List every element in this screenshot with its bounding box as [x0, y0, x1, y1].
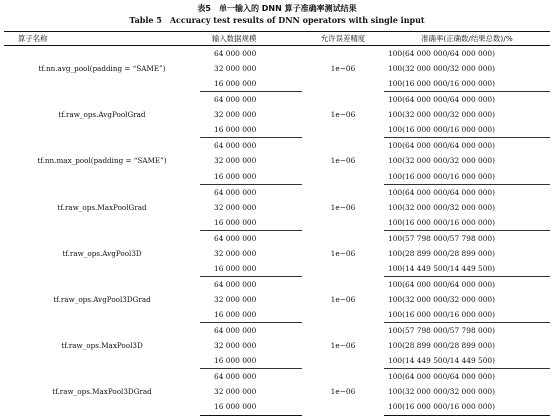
header-operator-name: 算子名称	[4, 32, 200, 46]
accuracy-cell: 100(32 000 000/32 000 000)	[388, 156, 495, 166]
input-size-cell: 32 000 000	[214, 202, 257, 212]
tolerance-cell: 1e−06	[330, 202, 356, 212]
table-row	[4, 323, 550, 339]
accuracy-cell: 100(32 000 000/32 000 000)	[388, 295, 495, 305]
input-size-cell: 32 000 000	[214, 295, 257, 305]
accuracy-cell: 100(16 000 000/16 000 000)	[384, 76, 550, 92]
accuracy-cell: 100(64 000 000/64 000 000)	[388, 141, 495, 151]
table-row	[4, 184, 550, 200]
input-size-cell: 32 000 000	[214, 110, 257, 120]
header-accuracy: 准确率(正确数/结果总数)/%	[384, 32, 550, 46]
input-size-cell: 16 000 000	[200, 215, 302, 231]
table-row	[4, 369, 550, 385]
accuracy-cell: 100(16 000 000/16 000 000)	[384, 307, 550, 323]
tolerance-cell: 1e−06	[330, 387, 356, 397]
table-caption-zh: 表5 单一输入的 DNN 算子准确率测试结果	[197, 4, 357, 13]
input-size-cell: 64 000 000	[214, 233, 257, 243]
header-tolerance: 允许误差精度	[302, 32, 384, 46]
input-size-cell: 32 000 000	[214, 156, 257, 166]
accuracy-cell: 100(32 000 000/32 000 000)	[388, 64, 495, 74]
accuracy-cell: 100(32 000 000/32 000 000)	[388, 387, 495, 397]
table-row	[4, 276, 550, 292]
accuracy-cell: 100(64 000 000/64 000 000)	[388, 49, 495, 59]
accuracy-cell: 100(32 000 000/32 000 000)	[388, 202, 495, 212]
accuracy-cell: 100(32 000 000/32 000 000)	[388, 110, 495, 120]
accuracy-cell: 100(64 000 000/64 000 000)	[388, 95, 495, 105]
accuracy-cell: 100(64 000 000/64 000 000)	[388, 187, 495, 197]
table-row	[4, 46, 550, 62]
operator-name-cell: tf.raw_ops.MaxPool3D	[61, 341, 143, 351]
operator-name-cell: tf.nn.avg_pool(padding = “SAME”)	[38, 64, 166, 74]
input-size-cell: 64 000 000	[214, 141, 257, 151]
table-header-row	[4, 32, 550, 46]
input-size-cell: 16 000 000	[200, 122, 302, 138]
accuracy-cell: 100(16 000 000/16 000 000)	[384, 169, 550, 185]
operator-name-cell: tf.raw_ops.AvgPool3DGrad	[53, 295, 151, 305]
accuracy-cell: 100(64 000 000/64 000 000)	[388, 279, 495, 289]
input-size-cell: 32 000 000	[214, 341, 257, 351]
accuracy-cell: 100(57 798 000/57 798 000)	[388, 326, 495, 336]
accuracy-cell: 100(28 899 000/28 899 000)	[388, 248, 495, 258]
table-caption-en: Table 5 Accuracy test results of DNN operators with single input	[129, 15, 425, 25]
table-row	[4, 230, 550, 246]
accuracy-cell: 100(14 449 500/14 449 500)	[384, 353, 550, 369]
accuracy-cell: 100(57 798 000/57 798 000)	[388, 233, 495, 243]
operator-name-cell: tf.raw_ops.AvgPoolGrad	[58, 110, 146, 120]
header-input-size: 输入数据规模	[200, 32, 302, 46]
tolerance-cell: 1e−06	[330, 64, 356, 74]
input-size-cell: 32 000 000	[214, 64, 257, 74]
input-size-cell: 16 000 000	[200, 76, 302, 92]
accuracy-cell: 100(16 000 000/16 000 000)	[384, 215, 550, 231]
operator-name-cell: tf.raw_ops.AvgPool3D	[62, 248, 142, 258]
operator-name-cell: tf.nn.max_pool(padding = “SAME”)	[37, 156, 167, 166]
input-size-cell: 64 000 000	[214, 49, 257, 59]
tolerance-cell: 1e−06	[330, 156, 356, 166]
operator-name-cell: tf.raw_ops.MaxPool3DGrad	[52, 387, 152, 397]
input-size-cell: 16 000 000	[200, 399, 302, 415]
accuracy-cell: 100(64 000 000/64 000 000)	[388, 372, 495, 382]
input-size-cell: 32 000 000	[214, 248, 257, 258]
accuracy-cell: 100(16 000 000/16 000 000)	[384, 122, 550, 138]
tolerance-cell: 1e−06	[330, 295, 356, 305]
accuracy-cell: 100(16 000 000/16 000 000)	[384, 399, 550, 415]
input-size-cell: 16 000 000	[200, 169, 302, 185]
input-size-cell: 16 000 000	[200, 307, 302, 323]
input-size-cell: 32 000 000	[214, 387, 257, 397]
accuracy-table	[4, 31, 550, 416]
input-size-cell: 64 000 000	[214, 279, 257, 289]
tolerance-cell: 1e−06	[330, 341, 356, 351]
tolerance-cell: 1e−06	[330, 248, 356, 258]
input-size-cell: 64 000 000	[214, 372, 257, 382]
operator-name-cell: tf.raw_ops.MaxPoolGrad	[57, 202, 147, 212]
input-size-cell: 64 000 000	[214, 95, 257, 105]
input-size-cell: 16 000 000	[200, 353, 302, 369]
accuracy-cell: 100(28 899 000/28 899 000)	[388, 341, 495, 351]
input-size-cell: 64 000 000	[214, 187, 257, 197]
accuracy-cell: 100(14 449 500/14 449 500)	[384, 261, 550, 277]
input-size-cell: 64 000 000	[214, 326, 257, 336]
input-size-cell: 16 000 000	[200, 261, 302, 277]
table-body	[4, 46, 550, 416]
tolerance-cell: 1e−06	[330, 110, 356, 120]
table-row	[4, 92, 550, 108]
table-row	[4, 138, 550, 154]
